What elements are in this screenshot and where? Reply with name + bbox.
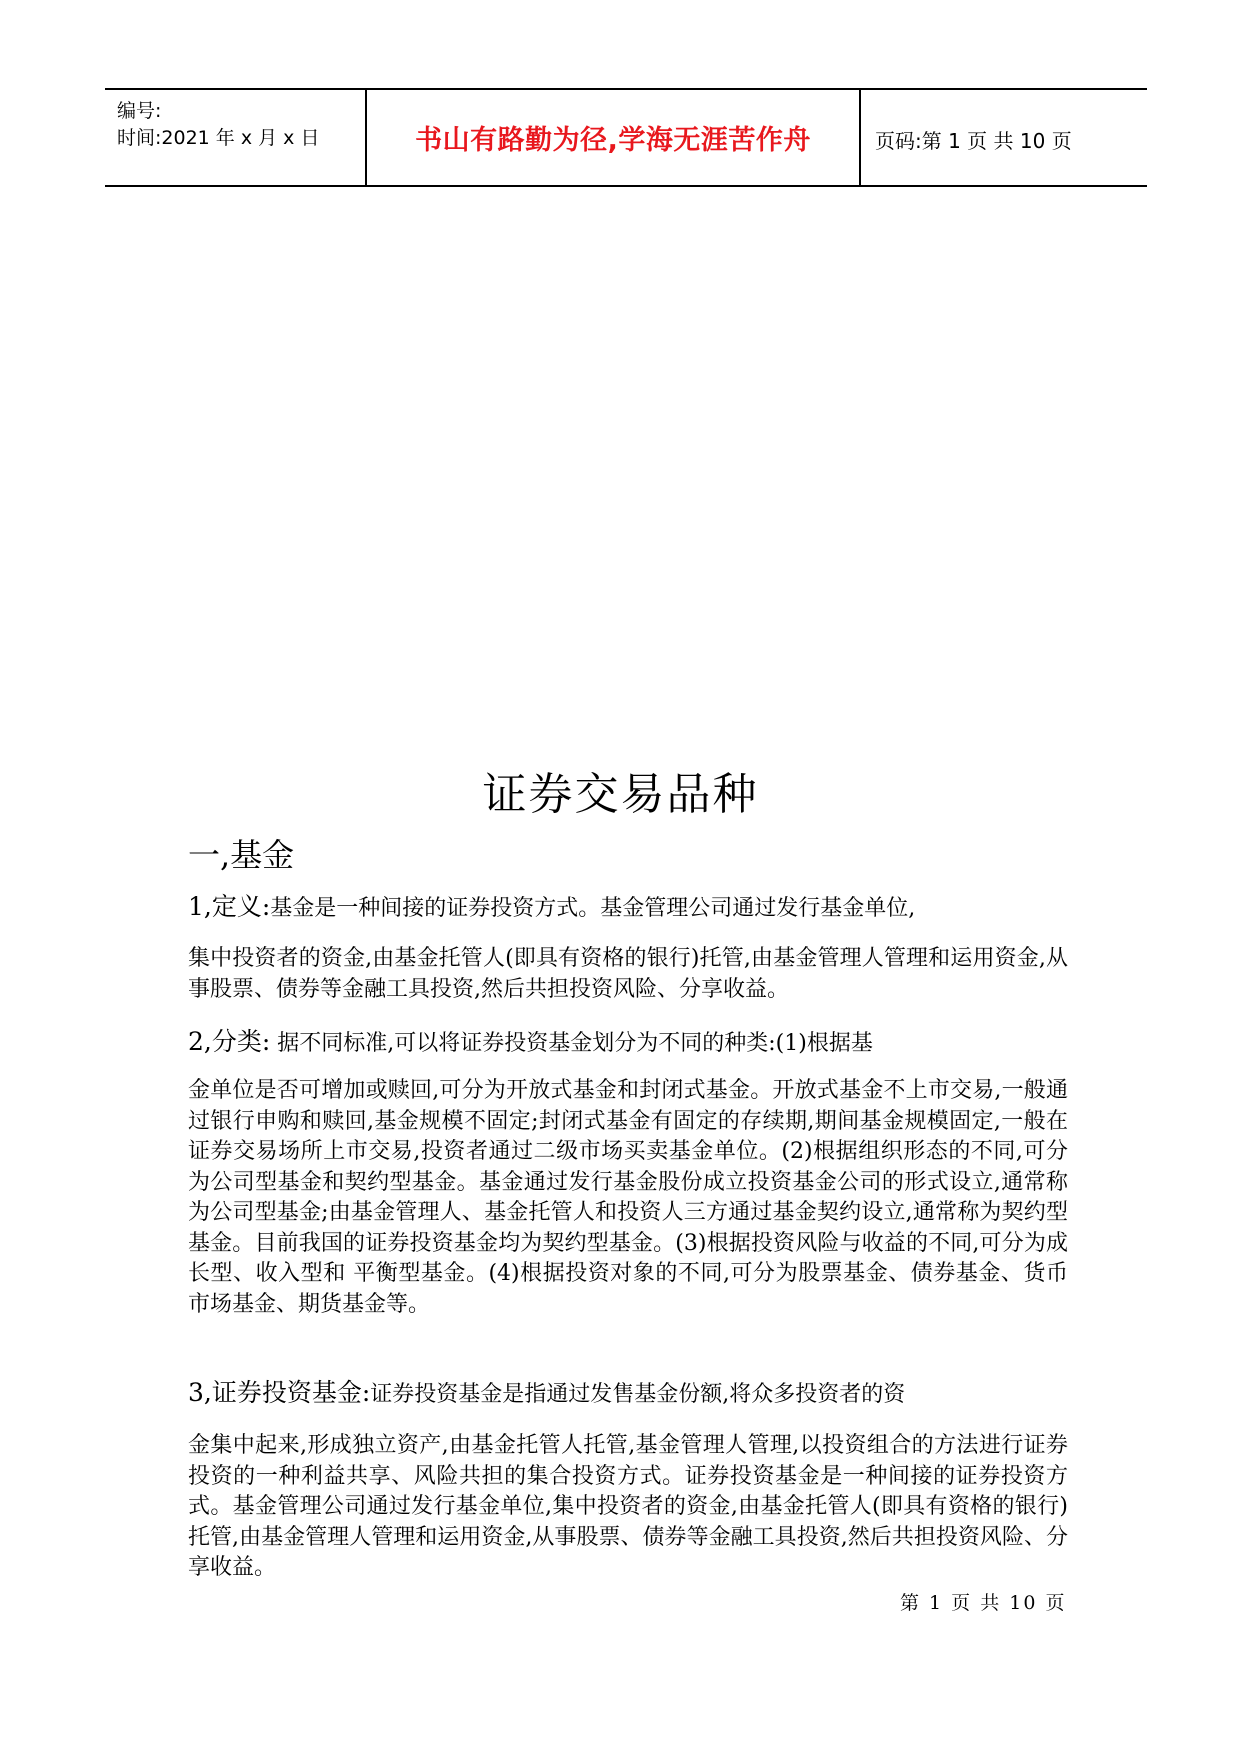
paragraph-definition-first-line — [188, 892, 1068, 925]
paragraph-securities-fund-body: 金集中起来,形成独立资产,由基金托管人托管,基金管理人管理,以投资组合的方法进行证券投资的一种利益共享、风险共担的集合投资方式。证券投资基金是一种间接的证券投资方式。基金管理公司通过发行基金单位,集中投资者的资金,由基金托管人(即具有资格的银行)托管,由基金管理人管理和运用资金,从事股票、债券等金融工具投资,然后共担投资风险、分享收益。 — [188, 1433, 1068, 1580]
paragraph-classification-first-text: 据不同标准,可以将证券投资基金划分为不同的种类:(1)根据基 — [270, 1031, 873, 1056]
header-motto: 书山有路勤为径,学海无涯苦作舟 — [415, 125, 811, 156]
paragraph-classification-lead: 2,分类: — [188, 1027, 271, 1056]
header-number-label: 编号: — [117, 100, 162, 122]
section-heading: 一,基金 — [188, 836, 295, 874]
paragraph-securities-fund-first-text: 证券投资基金是指通过发售基金份额,将众多投资者的资 — [370, 1382, 906, 1407]
header-time-label: 时间:2021 年 x 月 x 日 — [117, 127, 320, 149]
paragraph-definition-body: 集中投资者的资金,由基金托管人(即具有资格的银行)托管,由基金管理人管理和运用资金,从事股票、债券等金融工具投资,然后共担投资风险、分享收益。 — [188, 946, 1068, 1002]
header-meta-cell — [105, 90, 367, 185]
header-page-cell — [861, 90, 1147, 185]
paragraph-definition-lead: 1,定义: — [188, 892, 271, 921]
header-motto-cell — [367, 90, 861, 185]
paragraph-securities-fund-first-line — [188, 1378, 1068, 1411]
paragraph-definition-first-text: 基金是一种间接的证券投资方式。基金管理公司通过发行基金单位, — [270, 896, 916, 921]
page-footer: 第 1 页 共 10 页 — [900, 1592, 1067, 1614]
page-header — [105, 88, 1147, 187]
paragraph-classification-first-line — [188, 1027, 1068, 1060]
paragraph-classification-body: 金单位是否可增加或赎回,可分为开放式基金和封闭式基金。开放式基金不上市交易,一般通过银行申购和赎回,基金规模不固定;封闭式基金有固定的存续期,期间基金规模固定,一般在证券交易场所上市交易,投资者通过二级市场买卖基金单位。(2)根据组织形态的不同,可分为公司型基金和契约型基金。基金通过发行基金股份成立投资基金公司的形式设立,通常称为公司型基金;由基金管理人、基金托管人和投资人三方通过基金契约设立,通常称为契约型基金。目前我国的证券投资基金均为契约型基金。(3)根据投资风险与收益的不同,可分为成长型、收入型和 平衡型基金。(4)根据投资对象的不同,可分为股票基金、债券基金、货币市场基金、期货基金等。 — [188, 1078, 1068, 1317]
paragraph-securities-fund-lead: 3,证券投资基金: — [188, 1378, 371, 1407]
document-title: 证券交易品种 — [482, 769, 759, 820]
header-page-label: 页码:第 1 页 共 10 页 — [875, 129, 1072, 153]
